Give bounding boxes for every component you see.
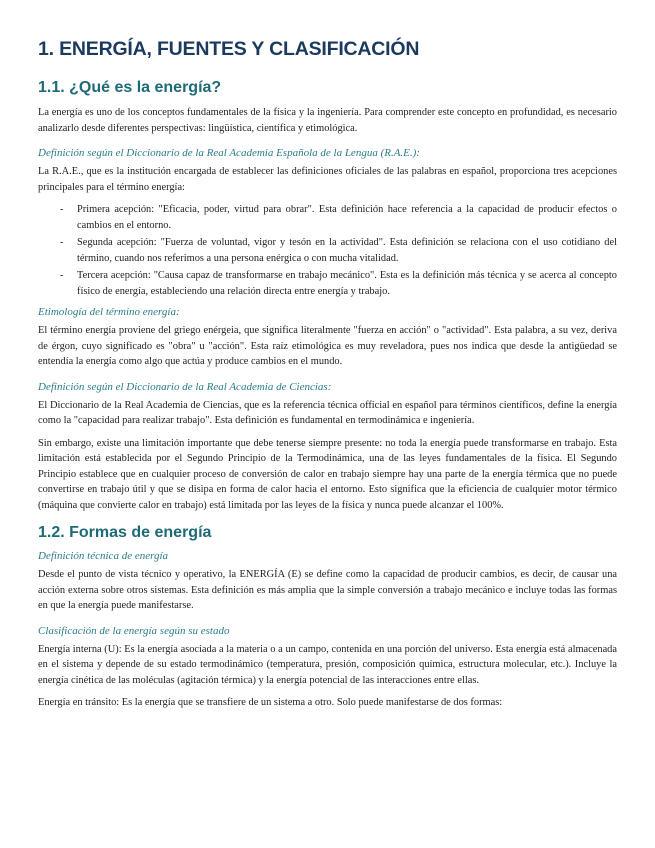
rac-paragraph: El Diccionario de la Real Academia de Ciencias, que es la referencia técnica official en español para términos científicos, define la energía como la "capacidad para realizar trabajo". Esta definición es fundamental en termodinámica e ingeniería. — [38, 399, 617, 426]
etymology-paragraph: El término energía proviene del griego enérgeia, que significa literalmente "fuerza en acción" o "actividad". Esta palabra, a su vez, deriva de érgon, cuyo significado es "obra" u "acción". Esta raíz etimológica es muy reveladora, pues nos indica que desde la antigüedad se entendía la energía como algo que actúa y produce cambios en el mundo. — [38, 325, 617, 367]
etymology-heading: Etimología del término energía: — [38, 306, 180, 318]
intro-paragraph: La energía es uno de los conceptos fundamentales de la física y la ingeniería. Para comprender este concepto en profundidad, es necesario analizarlo desde diferentes perspectivas: lingüística, científica y etimológica. — [38, 107, 617, 134]
rae-paragraph: La R.A.E., que es la institución encargada de establecer las definiciones oficiales de las palabras en español, proporciona tres acepciones principales para el término energía: — [38, 166, 617, 193]
section-heading-1-2: 1.2. Formas de energía — [38, 524, 212, 541]
rae-heading: Definición según el Diccionario de la Real Academia Española de la Lengua (R.A.E.): — [38, 147, 420, 159]
rae-definitions-list — [38, 202, 617, 299]
section-heading-1-1: 1.1. ¿Qué es la energía? — [38, 79, 222, 96]
list-item: - Primera acepción: "Eficacia, poder, virtud para obrar". Esta definición hace referencia a la capacidad de producir efectos o cambios en el entorno. — [38, 202, 617, 233]
classification-heading: Clasificación de la energía según su estado — [38, 624, 230, 637]
rac-heading: Definición según el Diccionario de la Real Academia de Ciencias: — [38, 380, 332, 393]
transit-energy-paragraph: Energía en tránsito: Es la energía que se transfiere de un sistema a otro. Solo puede manifestarse de dos formas: — [38, 697, 503, 708]
document-title: 1. ENERGÍA, FUENTES Y CLASIFICACIÓN — [38, 38, 420, 60]
list-item: - Tercera acepción: "Causa capaz de transformarse en trabajo mecánico". Esta es la definición más técnica y se acerca al concepto físico de energía, estableciendo una relación directa entre energía y trabajo. — [38, 268, 617, 299]
technical-definition-paragraph: Desde el punto de vista técnico y operativo, la ENERGÍA (E) se define como la capacidad de producir cambios, es decir, de causar una acción externa sobre otros sistemas. Esta definición es más amplia que la simple conversión a trabajo mecánico e incluye todas las formas en que la energía puede manifestarse. — [38, 569, 617, 611]
technical-definition-heading: Definición técnica de energía — [38, 550, 169, 562]
list-item: - Segunda acepción: "Fuerza de voluntad, vigor y tesón en la actividad". Esta definición se relaciona con el uso cotidiano del término, cuando nos referimos a una persona enérgica o con mucha vitalidad. — [38, 235, 617, 266]
second-principle-paragraph: Sin embargo, existe una limitación importante que debe tenerse siempre presente: no toda la energía puede transformarse en trabajo. Esta limitación está establecida por el Segundo Principio de la Termodinámica, una de las leyes fundamentales de la física. El Segundo Principio establece que en cualquier proceso de conversión de calor en trabajo siempre hay una parte de la energía térmica que no puede convertirse en trabajo útil y que se disipa en forma de calor hacia el entorno. Esto significa que la eficiencia de cualquier motor térmico (máquina que convierte calor en trabajo) está limitada por las leyes de la física y nunca puede alcanzar el 100%. — [38, 437, 617, 511]
internal-energy-paragraph: Energía interna (U): Es la energía asociada a la materia o a un campo, contenida en una porción del universo. Esta energía está almacenada en el sistema y depende de su estado termodinámico (temperatura, presión, composición química, estructura molecular, etc.). Incluye la energía cinética de las moléculas (agitación térmica) y la energía potencial de las interacciones entre ellas. — [38, 643, 617, 686]
